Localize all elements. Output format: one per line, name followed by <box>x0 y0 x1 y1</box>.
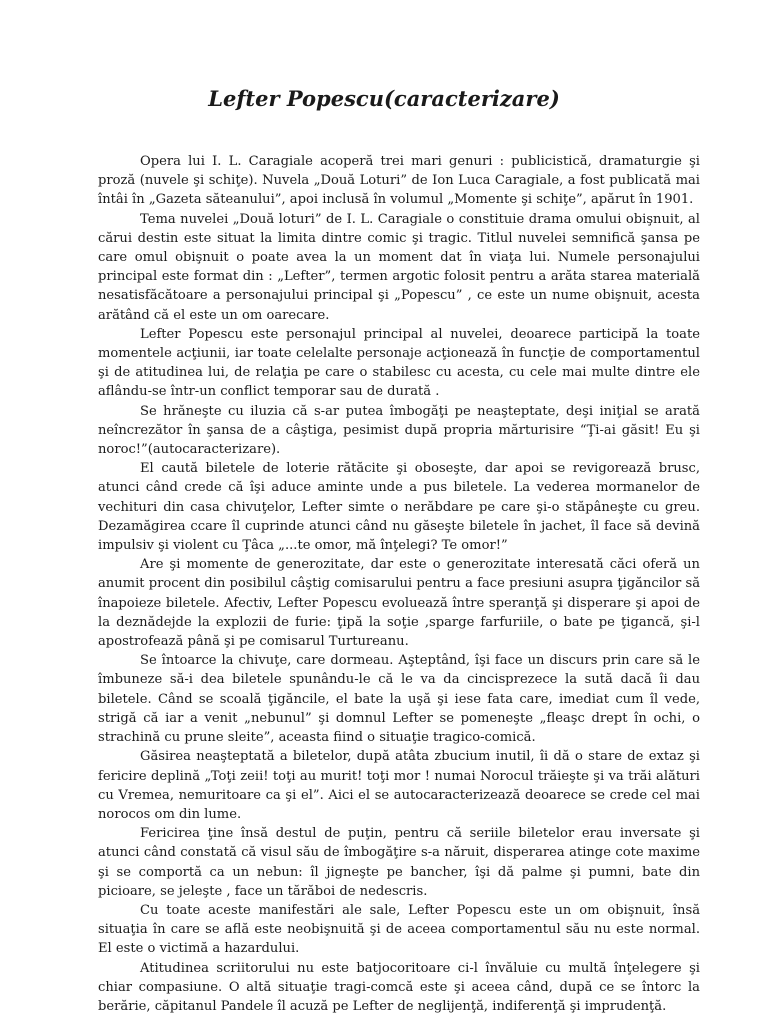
paragraph: Tema nuvelei „Două loturi” de I. L. Caragiale o constituie drama omului obişnuit, al cărui destin este situat la limita dintre comic şi tragic. Titlul nuvelei semnifică şansa pe care omul obişnuit o poate avea la un moment dat în viaţa lui. Numele personajului principal este format din : „Lefter”, termen argotic folosit pentru a arăta starea materială nesatisfăcătoare a personajului principal şi „Popescu” , ce este un nume obişnuit, acesta arătând că el este un om oarecare. <box>98 211 700 323</box>
paragraph: Se hrăneşte cu iluzia că s-ar putea îmbogăţi pe neaşteptate, deşi iniţial se arată neîncrezător în şansa de a câştiga, pesimist după propria mărturisire “Ţi-ai găsit! Eu şi noroc!”(autocaracterizare). <box>98 403 700 458</box>
paragraph: El caută biletele de loterie rătăcite şi oboseşte, dar apoi se revigorează brusc, atunci când crede că îşi aduce aminte unde a pus biletele. La vederea mormanelor de vechituri din casa chivuţelor, Lefter simte o nerăbdare pe care şi-o stăpâneşte cu greu. Dezamăgirea ccare îl cuprinde atunci când nu găseşte biletele în jachet, îl face să devină impulsiv şi violent cu Ţâca „...te omor, mă înţelegi? Te omor!” <box>98 461 700 554</box>
paragraph: Are şi momente de generozitate, dar este o generozitate interesată căci oferă un anumit procent din posibilul câştig comisarului pentru a face presiuni asupra ţigăncilor să înapoieze biletele. Afectiv, Lefter Popescu evoluează între speranţă şi disperare şi apoi de la deznădejde la explozii de furie: ţipă la soţie ,sparge farfuriile, o bate pe ţigancă, şi-l apostrofează până şi pe comisarul Turtureanu. <box>98 557 700 650</box>
paragraph: Se întoarce la chivuţe, care dormeau. Aşteptând, îşi face un discurs prin care să le îmbuneze să-i dea biletele spunându-le că le va da cincisprezece la sută dacă îi dau biletele. Când se scoală ţigăncile, el bate la uşă şi iese fata care, imediat cum îl vede, strigă că iar a venit „nebunul” şi domnul Lefter se pomeneşte „fleaşc drept în ochi, o strachină cu prune sleite”, aceasta fiind o situaţie tragico-comică. <box>98 653 700 746</box>
paragraph: Găsirea neaşteptată a biletelor, după atâta zbucium inutil, îi dă o stare de extaz şi fericire deplină „Toţi zeii! toţi au murit! toţi mor ! numai Norocul trăieşte şi va trăi alături cu Vremea, nemuritoare ca şi el”. Aici el se autocaracterizează deoarece se crede cel mai norocos om din lume. <box>98 749 700 822</box>
paragraph: Atitudinea scriitorului nu este batjocoritoare ci-l învăluie cu multă înţelegere şi chiar compasiune. O altă situaţie tragi-comcă este şi aceea când, după ce se întorc la berărie, căpitanul Pandele îl acuză pe Lefter de neglijenţă, indiferenţă şi imprudenţă. <box>98 960 700 1014</box>
paragraph: Fericirea ţine însă destul de puţin, pentru că seriile biletelor erau inversate şi atunci când constată că visul său de îmbogăţire s-a năruit, disperarea atinge cote maxime şi se comportă ca un nebun: îl jigneşte pe bancher, îşi dă palme şi pumni, bate din picioare, se jeleşte , face un tărăboi de nedescris. <box>98 826 700 899</box>
paragraph: Opera lui I. L. Caragiale acoperă trei mari genuri : publicistică, dramaturgie şi proză (nuvele şi schiţe). Nuvela „Două Loturi” de Ion Luca Caragiale, a fost publicată mai întâi în „Gazeta săteanului”, apoi inclusă în volumul „Momente şi schiţe”, apărut în 1901. <box>98 154 700 208</box>
page-title: Lefter Popescu(caracterizare) <box>208 86 560 111</box>
document-body <box>98 152 700 1016</box>
paragraph: Cu toate aceste manifestări ale sale, Lefter Popescu este un om obişnuit, însă situaţia în care se află este neobişnuită şi de aceea comportamentul său nu este normal. El este o victimă a hazardului. <box>98 902 700 957</box>
paragraph: Lefter Popescu este personajul principal al nuvelei, deoarece participă la toate momentele acţiunii, iar toate celelalte personaje acţionează în funcţie de comportamentul şi de atitudinea lui, de relaţia pe care o stabilesc cu acesta, cu cele mai multe dintre ele aflându-se într-un conflict temporar sau de durată . <box>98 326 700 400</box>
